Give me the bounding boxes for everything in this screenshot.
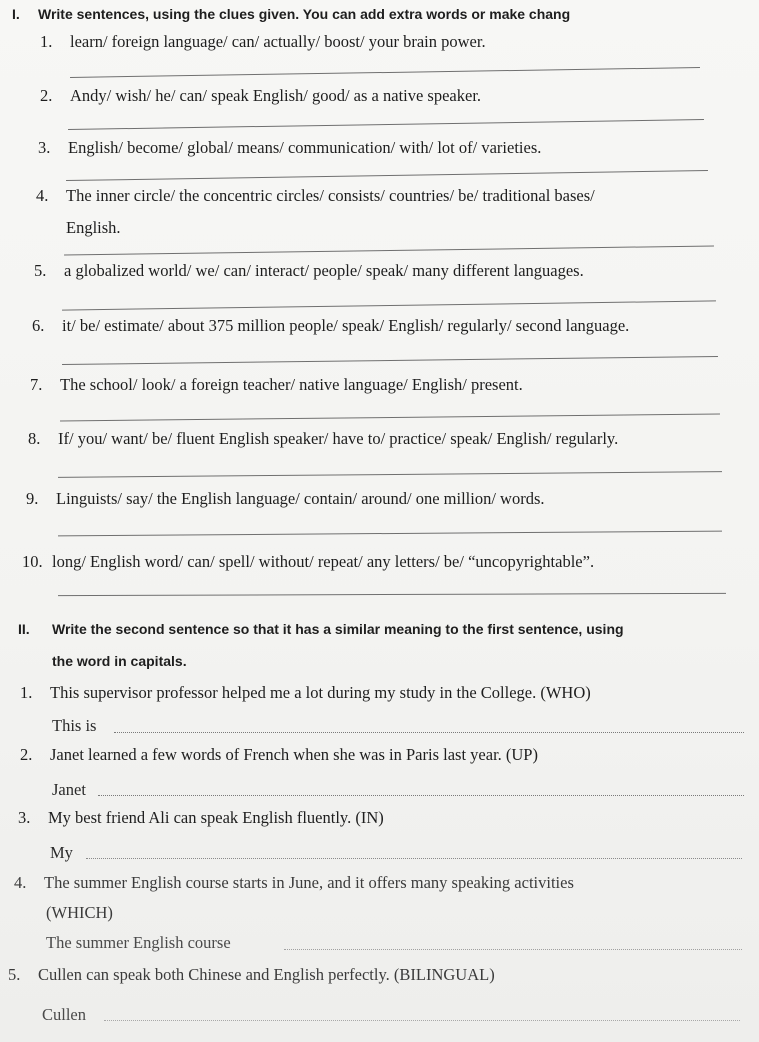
s2-item-5 bbox=[8, 965, 495, 985]
s2-item-number: 2. bbox=[20, 745, 33, 764]
s2-item-number: 5. bbox=[8, 965, 21, 984]
s1-item-4-continued: English. bbox=[66, 218, 121, 237]
s2-item-2-lead: Janet bbox=[52, 780, 86, 799]
s2-item-text: Janet learned a few words of French when she was in Paris last year. (UP) bbox=[50, 745, 538, 764]
answer-line[interactable] bbox=[66, 170, 708, 181]
answer-line[interactable] bbox=[70, 67, 700, 78]
answer-line[interactable] bbox=[68, 119, 704, 130]
rewrite-line[interactable] bbox=[114, 732, 744, 733]
s2-item-3-lead: My bbox=[50, 843, 73, 862]
section-1-instruction: Write sentences, using the clues given. You can add extra words or make chang bbox=[38, 6, 571, 22]
s1-item-number: 10. bbox=[22, 552, 43, 571]
s2-item-5-lead: Cullen bbox=[42, 1005, 86, 1024]
s1-item-1 bbox=[40, 32, 486, 52]
s2-item-2 bbox=[20, 745, 538, 765]
s1-item-number: 6. bbox=[32, 316, 45, 335]
answer-line[interactable] bbox=[62, 356, 718, 365]
s2-item-text: My best friend Ali can speak English fluently. (IN) bbox=[48, 808, 384, 827]
answer-line[interactable] bbox=[62, 300, 716, 310]
s1-item-text: The inner circle/ the concentric circles/ consists/ countries/ be/ traditional bases/ bbox=[66, 186, 595, 205]
s1-item-number: 3. bbox=[38, 138, 51, 157]
section-2-instruction-line-2: the word in capitals. bbox=[52, 653, 187, 669]
s1-item-text: Andy/ wish/ he/ can/ speak English/ good/ as a native speaker. bbox=[70, 86, 482, 105]
s1-item-6 bbox=[32, 316, 629, 336]
s1-item-number: 9. bbox=[26, 489, 39, 508]
s2-item-text: Cullen can speak both Chinese and English perfectly. (BILINGUAL) bbox=[38, 965, 495, 984]
section-2-instruction: Write the second sentence so that it has a similar meaning to the first sentence, using bbox=[52, 621, 624, 637]
s2-item-1 bbox=[20, 683, 591, 703]
answer-line[interactable] bbox=[64, 245, 714, 255]
s1-item-3 bbox=[38, 138, 541, 158]
answer-line[interactable] bbox=[60, 414, 720, 422]
answer-line[interactable] bbox=[58, 531, 722, 537]
rewrite-line[interactable] bbox=[104, 1020, 740, 1021]
s1-item-10 bbox=[22, 552, 594, 572]
s1-item-5 bbox=[34, 261, 584, 281]
s2-item-number: 1. bbox=[20, 683, 33, 702]
answer-line[interactable] bbox=[58, 593, 726, 596]
section-2-number: II. bbox=[18, 621, 30, 637]
s1-item-text: English/ become/ global/ means/ communication/ with/ lot of/ varieties. bbox=[68, 138, 542, 157]
section-2-heading bbox=[18, 621, 624, 637]
s2-item-3 bbox=[18, 808, 384, 828]
s1-item-number: 1. bbox=[40, 32, 53, 51]
s2-item-number: 4. bbox=[14, 873, 27, 892]
section-1-heading bbox=[12, 6, 570, 22]
s1-item-text: Linguists/ say/ the English language/ contain/ around/ one million/ words. bbox=[56, 489, 545, 508]
s1-item-text: If/ you/ want/ be/ fluent English speaker/ have to/ practice/ speak/ English/ regularly. bbox=[58, 429, 619, 448]
s2-item-4-continued: (WHICH) bbox=[46, 903, 113, 922]
s1-item-4 bbox=[36, 186, 595, 206]
s2-item-4-lead: The summer English course bbox=[46, 933, 231, 952]
s2-item-1-lead: This is bbox=[52, 716, 97, 735]
s1-item-text: learn/ foreign language/ can/ actually/ boost/ your brain power. bbox=[70, 32, 486, 51]
s1-item-number: 8. bbox=[28, 429, 41, 448]
s1-item-8 bbox=[28, 429, 618, 449]
s2-item-text: The summer English course starts in June, and it offers many speaking activities bbox=[44, 873, 574, 892]
s1-item-9 bbox=[26, 489, 545, 509]
s1-item-7 bbox=[30, 375, 523, 395]
rewrite-line[interactable] bbox=[98, 795, 744, 796]
s1-item-2 bbox=[40, 86, 481, 106]
rewrite-line[interactable] bbox=[86, 858, 742, 859]
s1-item-number: 2. bbox=[40, 86, 53, 105]
s2-item-text: This supervisor professor helped me a lot during my study in the College. (WHO) bbox=[50, 683, 591, 702]
s2-item-number: 3. bbox=[18, 808, 31, 827]
s1-item-number: 5. bbox=[34, 261, 47, 280]
s1-item-text: it/ be/ estimate/ about 375 million people/ speak/ English/ regularly/ second language. bbox=[62, 316, 630, 335]
answer-line[interactable] bbox=[58, 471, 722, 478]
s1-item-number: 4. bbox=[36, 186, 49, 205]
s1-item-text: a globalized world/ we/ can/ interact/ people/ speak/ many different languages. bbox=[64, 261, 584, 280]
s1-item-text: The school/ look/ a foreign teacher/ native language/ English/ present. bbox=[60, 375, 523, 394]
s1-item-number: 7. bbox=[30, 375, 43, 394]
s1-item-text: long/ English word/ can/ spell/ without/ repeat/ any letters/ be/ “uncopyrightable”. bbox=[52, 552, 595, 571]
section-1-number: I. bbox=[12, 6, 20, 22]
s2-item-4 bbox=[14, 873, 574, 893]
rewrite-line[interactable] bbox=[284, 949, 742, 950]
